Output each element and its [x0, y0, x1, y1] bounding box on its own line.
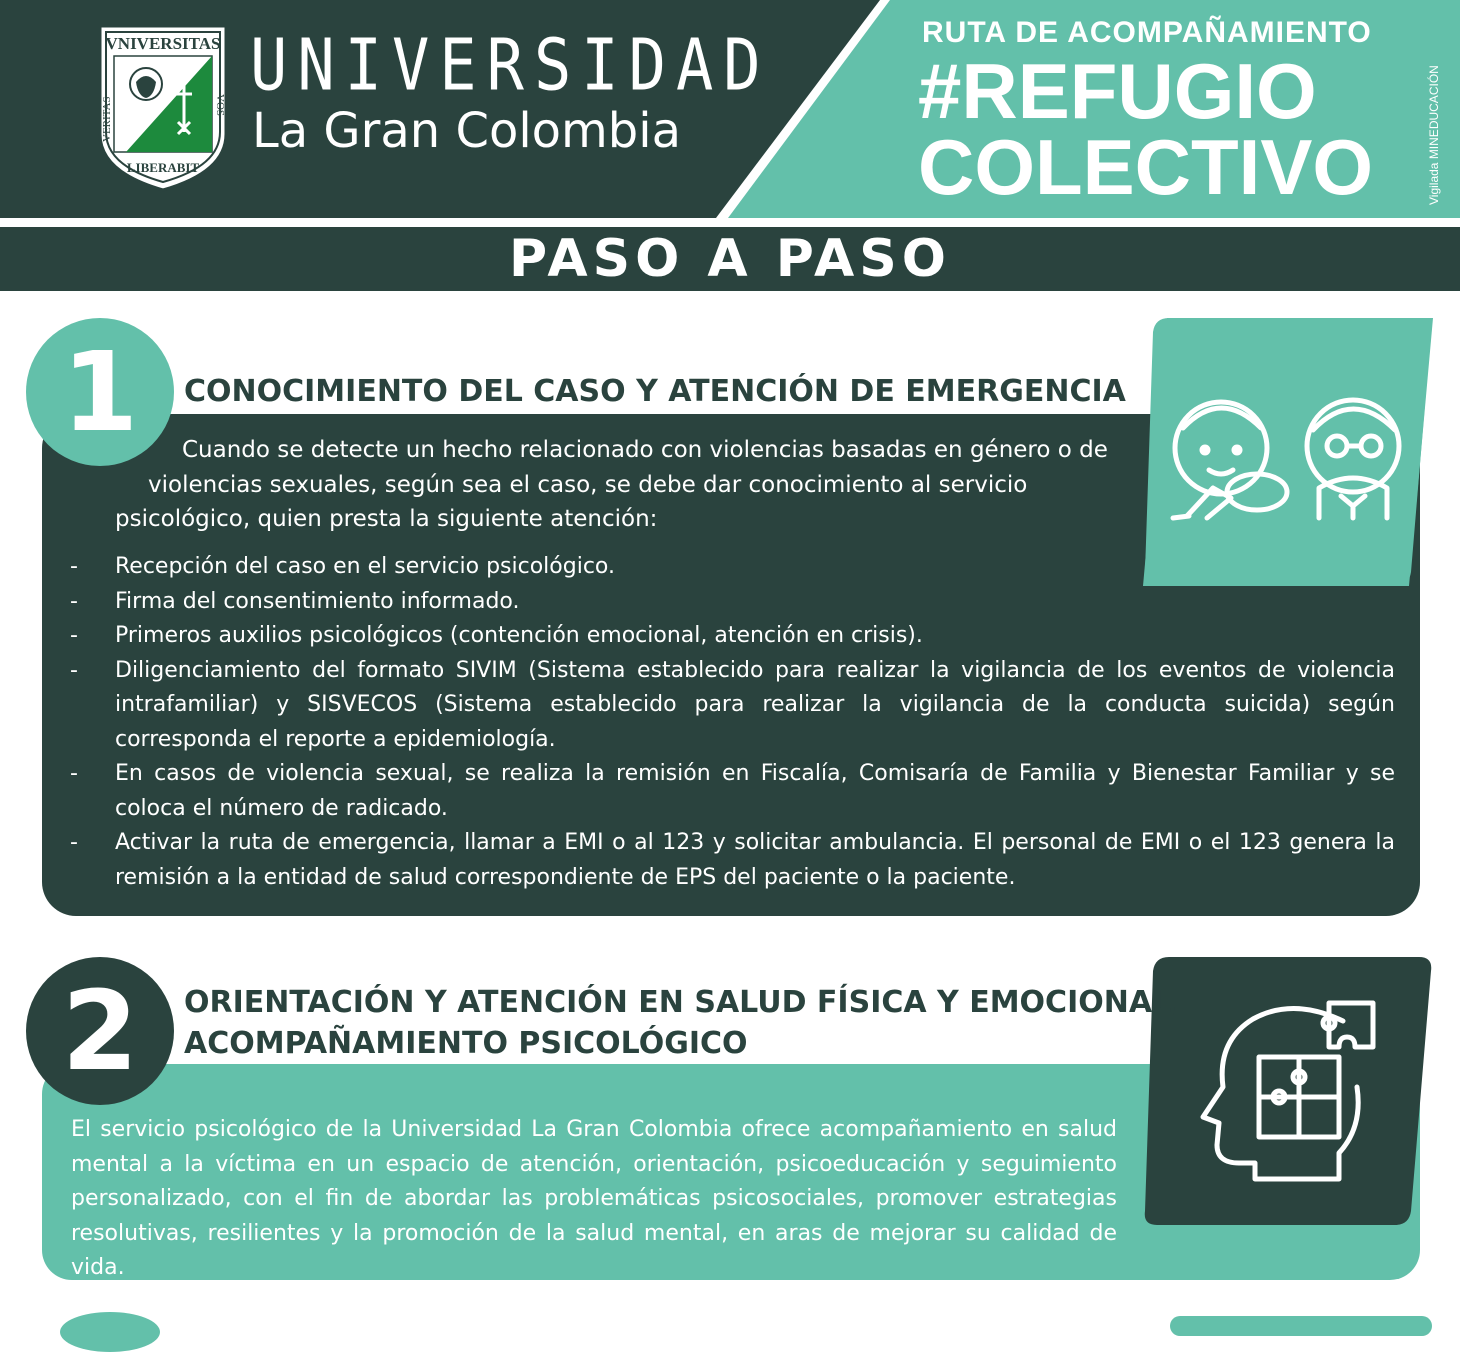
- logo-bottom-text: LIBERABIT: [126, 160, 200, 175]
- paso-bar: [0, 227, 1460, 291]
- logo-left-text: VERITAS: [101, 96, 113, 142]
- list-item-text: Firma del consentimiento informado.: [115, 588, 520, 614]
- list-item-text: Activar la ruta de emergencia, llamar a EMI o al 123 y solicitar ambulancia. El personal de EMI o el 123 genera la remisión a la entidad de salud correspondiente de EPS del paciente o la paciente.: [115, 830, 1395, 890]
- step1-icon-card: [1143, 318, 1433, 586]
- list-item-text: Recepción del caso en el servicio psicológico.: [115, 554, 615, 579]
- university-subname: La Gran Colombia: [252, 103, 681, 159]
- step1-intro-line: Cuando se detecte un hecho relacionado con violencias basadas en género o de: [182, 437, 1108, 463]
- list-item-text: Primeros auxilios psicológicos (contención emocional, atención en crisis).: [115, 623, 923, 648]
- hashtag-refugio: #REFUGIO: [918, 47, 1317, 135]
- list-item: - Diligenciamiento del formato SIVIM (Sistema establecido para realizar la vigilancia de los eventos de violencia intrafamiliar) y SISVECOS (Sistema establecido para realizar la vigilancia de la conducta suicida) según corresponda el reporte a epidemiología.: [70, 657, 1395, 752]
- logo-right-text: VOS: [214, 94, 226, 117]
- list-item: - Recepción del caso en el servicio psicológico.: [70, 554, 615, 579]
- step2-icon-card: [1143, 957, 1433, 1225]
- step1-list: [70, 550, 1395, 895]
- vigilada-label: Vigilada MINEDUCACIÓN: [1427, 65, 1441, 205]
- list-item: - Primeros auxilios psicológicos (contención emocional, atención en crisis).: [70, 623, 923, 648]
- step2-text: El servicio psicológico de la Universidad La Gran Colombia ofrece acompañamiento en salud mental a la víctima en un espacio de atención, orientación, psicoeducación y seguimiento personalizado, con el fin de abordar las problemáticas psicosociales, promover estrategias resolutivas, resilientes y la promoción de la salud mental, en aras de mejorar su calidad de vida.: [71, 1117, 1117, 1280]
- step1-intro-line: violencias sexuales, según sea el caso, se debe dar conocimiento al servicio: [148, 472, 1028, 498]
- list-item: - En casos de violencia sexual, se realiza la remisión en Fiscalía, Comisaría de Familia y Bienestar Familiar y se coloca el número de radicado.: [70, 761, 1395, 821]
- header: [0, 0, 1460, 218]
- step2-title-line2: ACOMPAÑAMIENTO PSICOLÓGICO: [184, 1026, 748, 1061]
- step3-circle-peek: [60, 1312, 160, 1352]
- step2-number: 2: [26, 957, 174, 1105]
- hashtag-colectivo: COLECTIVO: [918, 123, 1374, 211]
- step1-title: CONOCIMIENTO DEL CASO Y ATENCIÓN DE EMERGENCIA: [184, 374, 1126, 409]
- step2-title-line1: ORIENTACIÓN Y ATENCIÓN EN SALUD FÍSICA Y EMOCIONAL,: [184, 985, 1183, 1020]
- step3-card-peek: [1170, 1316, 1432, 1336]
- list-item-text: Diligenciamiento del formato SIVIM (Sistema establecido para realizar la vigilancia de los eventos de violencia intrafamiliar) y SISVECOS (Sistema establecido para realizar la vigilancia de la conducta suicida) según corresponda el reporte a epidemiología.: [115, 657, 1395, 752]
- list-item-text: En casos de violencia sexual, se realiza la remisión en Fiscalía, Comisaría de Familia y Bienestar Familiar y se coloca el número de radicado.: [115, 761, 1395, 821]
- university-name: UNIVERSIDAD: [250, 22, 771, 107]
- paso-title: PASO A PASO: [509, 229, 951, 289]
- university-logo: [96, 22, 230, 194]
- list-item: - Activar la ruta de emergencia, llamar a EMI o al 123 y solicitar ambulancia. El personal de EMI o el 123 genera la remisión a la entidad de salud correspondiente de EPS del paciente o la paciente.: [70, 830, 1395, 890]
- step1-intro-line: psicológico, quien presta la siguiente atención:: [115, 506, 658, 532]
- ruta-label: RUTA DE ACOMPAÑAMIENTO: [922, 16, 1372, 49]
- list-item: - Firma del consentimiento informado.: [70, 588, 520, 614]
- step1-number: 1: [26, 318, 174, 466]
- logo-top-text: VNIVERSITAS: [105, 34, 221, 53]
